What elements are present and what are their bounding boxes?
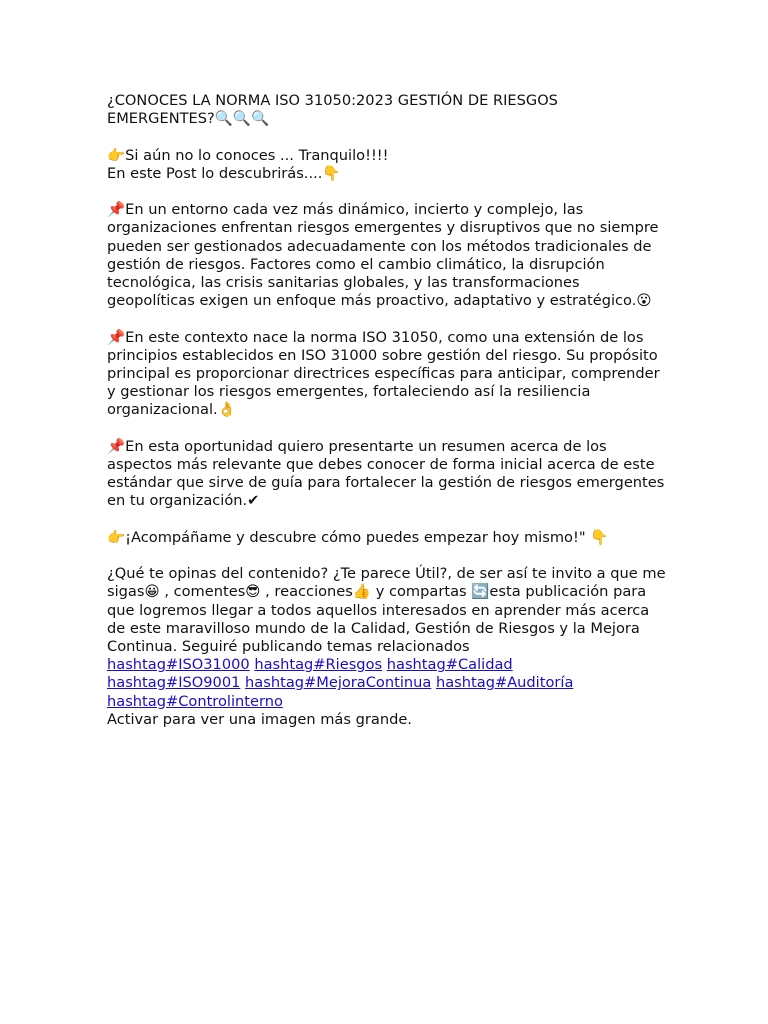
closing-paragraph: ¿Qué te opinas del contenido? ¿Te parece Útil?, de ser así te invito a que me sigas😀 , comentes😎 , reacciones👍 y compartas 🔄esta publicación para que logremos llegar a todos aquellos interesados en aprender más acerca de este maravilloso mundo de la Calidad, Gestión de Riesgos y la Mejora Continua. Seguiré publicando temas relacionados xyxy=(107,565,671,655)
hashtag-link[interactable]: hashtag#Calidad xyxy=(386,656,513,674)
intro-line-2: En este Post lo descubrirás....👇 xyxy=(107,164,341,182)
hashtag-link[interactable]: hashtag#ISO31000 xyxy=(107,656,250,674)
paragraph-call-to-action: 👉¡Acompáñame y descubre cómo puedes empezar hoy mismo!" 👇 xyxy=(107,528,609,546)
hashtag-link[interactable]: hashtag#ISO9001 xyxy=(107,674,241,692)
post-title: ¿CONOCES LA NORMA ISO 31050:2023 GESTIÓN DE RIESGOS EMERGENTES?🔍🔍🔍 xyxy=(107,92,563,128)
document-body xyxy=(107,92,671,729)
image-enlarge-note: Activar para ver una imagen más grande. xyxy=(107,710,412,728)
hashtag-link[interactable]: hashtag#Riesgos xyxy=(254,656,383,674)
hashtag-link[interactable]: hashtag#Auditoría xyxy=(435,674,574,692)
hashtag-link[interactable]: hashtag#Controlinterno xyxy=(107,692,283,710)
paragraph-summary: 📌En esta oportunidad quiero presentarte un resumen acerca de los aspectos más relevante que debes conocer de forma inicial acerca de este estándar que sirve de guía para fortalecer la gestión de riesgos emergentes en tu organización.✔ xyxy=(107,437,669,510)
hashtag-list xyxy=(107,656,667,711)
intro-block xyxy=(107,147,667,183)
intro-line-1: 👉Si aún no lo conoces ... Tranquilo!!!! xyxy=(107,146,389,164)
paragraph-context: 📌En un entorno cada vez más dinámico, incierto y complejo, las organizaciones enfrentan riesgos emergentes y disruptivos que no siempre pueden ser gestionados adecuadamente con los métodos tradicionales de gestión de riesgos. Factores como el cambio climático, la disrupción tecnológica, las crisis sanitarias globales, y las transformaciones geopolíticas exigen un enfoque más proactivo, adaptativo y estratégico.😮 xyxy=(107,201,664,310)
paragraph-iso31050: 📌En este contexto nace la norma ISO 31050, como una extensión de los principios establecidos en ISO 31000 sobre gestión del riesgo. Su propósito principal es proporcionar directrices específicas para anticipar, comprender y gestionar los riesgos emergentes, fortaleciendo así la resiliencia organizacional.👌 xyxy=(107,328,665,419)
hashtag-link[interactable]: hashtag#MejoraContinua xyxy=(245,674,432,692)
